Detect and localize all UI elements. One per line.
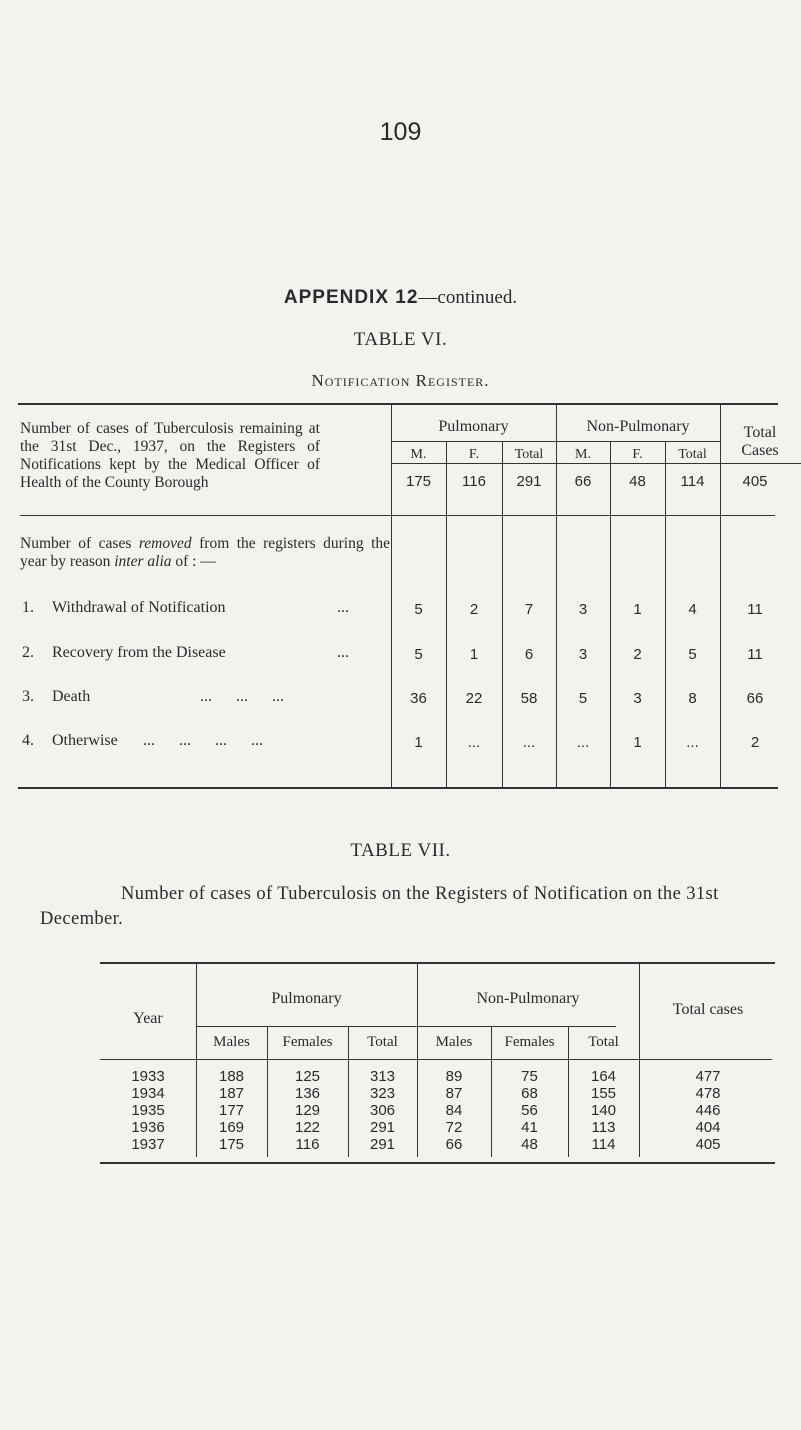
removed-label-em2: inter alia [114,553,172,570]
sub-header: Total [514,447,544,462]
row-value: 478 [695,1085,721,1102]
row-value: 3 [578,646,588,663]
table6-title: TABLE VI. [353,329,448,350]
table7-title: TABLE VII. [350,840,451,861]
sub-header: F. [468,447,480,462]
row-value: 66 [746,690,764,707]
table6-group-rule [391,463,801,464]
remaining-value: 66 [574,473,592,490]
row-value: 66 [445,1136,463,1153]
row-label: Death [52,688,91,705]
row-value: 3 [633,690,642,707]
row-label: Recovery from the Disease [52,644,226,661]
row-value: 56 [521,1102,538,1119]
removed-label-pre: Number of cases [20,535,139,552]
row-value: 5 [688,646,697,663]
row-value: 5 [414,646,423,663]
row-value: 291 [369,1136,396,1153]
row-value: 1 [469,646,479,663]
table6-group-rule [556,441,720,442]
table7-vline [639,962,640,1157]
table7-top-rule [100,962,775,964]
row-value: ... [686,734,699,751]
sub-header: M. [410,447,427,462]
row-value: 116 [295,1136,320,1153]
row-value: 114 [591,1136,616,1153]
row-number: 4. [22,732,34,749]
row-value: 1 [633,734,642,751]
row-value: 113 [591,1119,616,1136]
t7-sub-header: Females [504,1034,555,1050]
pulmonary-header: Pulmonary [438,418,509,435]
t7-total-header: Total cases [672,1001,744,1018]
sub-header: Total [678,447,707,462]
total-cases-header: Total Cases [741,424,779,459]
sub-header: M. [575,447,591,462]
t7-sub-header: Total [588,1034,619,1050]
year-header: Year [133,1010,163,1027]
removed-label-mid: from the registers during the year by reason [20,535,391,570]
remaining-value: 114 [680,473,705,490]
row-value: 136 [294,1085,321,1102]
row-value: 140 [590,1102,617,1119]
row-value: 48 [521,1136,538,1153]
row-value: 477 [695,1068,721,1085]
table7-caption: Number of cases of Tuberculosis on the Registers of Notification on the 31st December. [40,884,719,929]
remaining-value: 175 [405,473,432,490]
row-number: 3. [22,688,34,705]
table7-bottom-rule [100,1162,775,1164]
remaining-value: 116 [462,473,486,490]
t7-pulmonary-header: Pulmonary [271,990,342,1007]
row-value: 75 [521,1068,538,1085]
removed-label-em: removed [138,535,192,552]
row-value: 2 [633,646,642,663]
row-label: Withdrawal of Notification [52,599,226,616]
row-label: Otherwise [52,732,118,749]
row-value: ... [576,734,590,751]
row-value: 1 [633,601,642,618]
row-value: 68 [521,1085,538,1102]
row-value: 177 [218,1102,245,1119]
row-value: ... [522,734,536,751]
row-value: 313 [369,1068,396,1085]
row-value: 22 [465,690,483,707]
row-value: 323 [369,1085,396,1102]
row-year: 1937 [131,1136,165,1153]
table6-vline [720,403,721,787]
row-value: 2 [469,601,479,618]
table6-subtitle: Notification Register. [311,371,490,390]
row-value: 58 [520,690,538,707]
row-value: 4 [688,601,697,618]
row-leaders: ... [337,644,349,661]
row-value: 164 [590,1068,617,1085]
row-value: 5 [414,601,423,618]
t7-non-pulmonary-header: Non-Pulmonary [476,990,580,1007]
row-value: 6 [524,646,534,663]
remaining-label: Number of cases of Tuberculosis remaining at the 31st Dec., 1937, on the Registers of Notifications kept by the Medical Officer of Health of the County Borough [20,420,320,491]
row-value: 7 [524,601,534,618]
table7-header-rule [100,1059,772,1060]
row-value: 36 [410,690,427,707]
row-value: 291 [369,1119,396,1136]
row-value: 187 [218,1085,245,1102]
row-value: 169 [218,1119,245,1136]
remaining-value: 291 [516,473,542,490]
row-value: 5 [578,690,588,707]
row-value: 11 [747,646,763,663]
t7-sub-header: Females [282,1034,333,1050]
appendix-heading [0,287,801,309]
removed-label [20,535,390,571]
table7-group-rule [196,1026,616,1027]
removed-label-post: of : — [171,553,216,570]
row-leaders: ... ... ... [200,688,284,705]
row-value: 8 [688,690,697,707]
non-pulmonary-header: Non-Pulmonary [586,418,690,435]
row-value: 155 [590,1085,617,1102]
row-value: 89 [445,1068,463,1085]
remaining-value: 405 [742,473,768,490]
row-value: 175 [218,1136,245,1153]
row-value: 306 [369,1102,396,1119]
row-value: 1 [414,734,423,751]
t7-sub-header: Males [213,1034,250,1050]
row-value: 87 [445,1085,463,1102]
table6-mid-rule [20,515,775,516]
page-number: 109 [379,118,422,146]
row-year: 1934 [131,1085,165,1102]
t7-sub-header: Males [435,1034,473,1050]
row-value: ... [467,734,481,751]
row-year: 1935 [131,1102,165,1119]
row-value: 125 [294,1068,321,1085]
row-leaders: ... ... ... ... [143,732,263,749]
row-value: 129 [294,1102,321,1119]
row-value: 446 [695,1102,721,1119]
appendix-label: APPENDIX 12 [283,287,419,308]
appendix-suffix: —continued. [418,287,518,308]
row-number: 2. [22,644,34,661]
row-year: 1936 [131,1119,165,1136]
row-year: 1933 [131,1068,165,1085]
row-leaders: ... [337,599,349,616]
row-value: 405 [695,1136,721,1153]
remaining-value: 48 [629,473,646,490]
row-value: 122 [294,1119,321,1136]
table6-bottom-rule [18,787,778,789]
t7-sub-header: Total [367,1034,398,1050]
table6-top-rule [18,403,778,405]
row-number: 1. [22,599,34,616]
row-value: 404 [695,1119,721,1136]
row-value: 41 [521,1119,538,1136]
row-value: 2 [750,734,760,751]
row-value: 11 [747,601,763,618]
row-value: 3 [578,601,588,618]
row-value: 84 [445,1102,463,1119]
table6-group-rule [391,441,556,442]
row-value: 72 [445,1119,463,1136]
row-value: 188 [218,1068,245,1085]
sub-header: F. [632,447,643,462]
